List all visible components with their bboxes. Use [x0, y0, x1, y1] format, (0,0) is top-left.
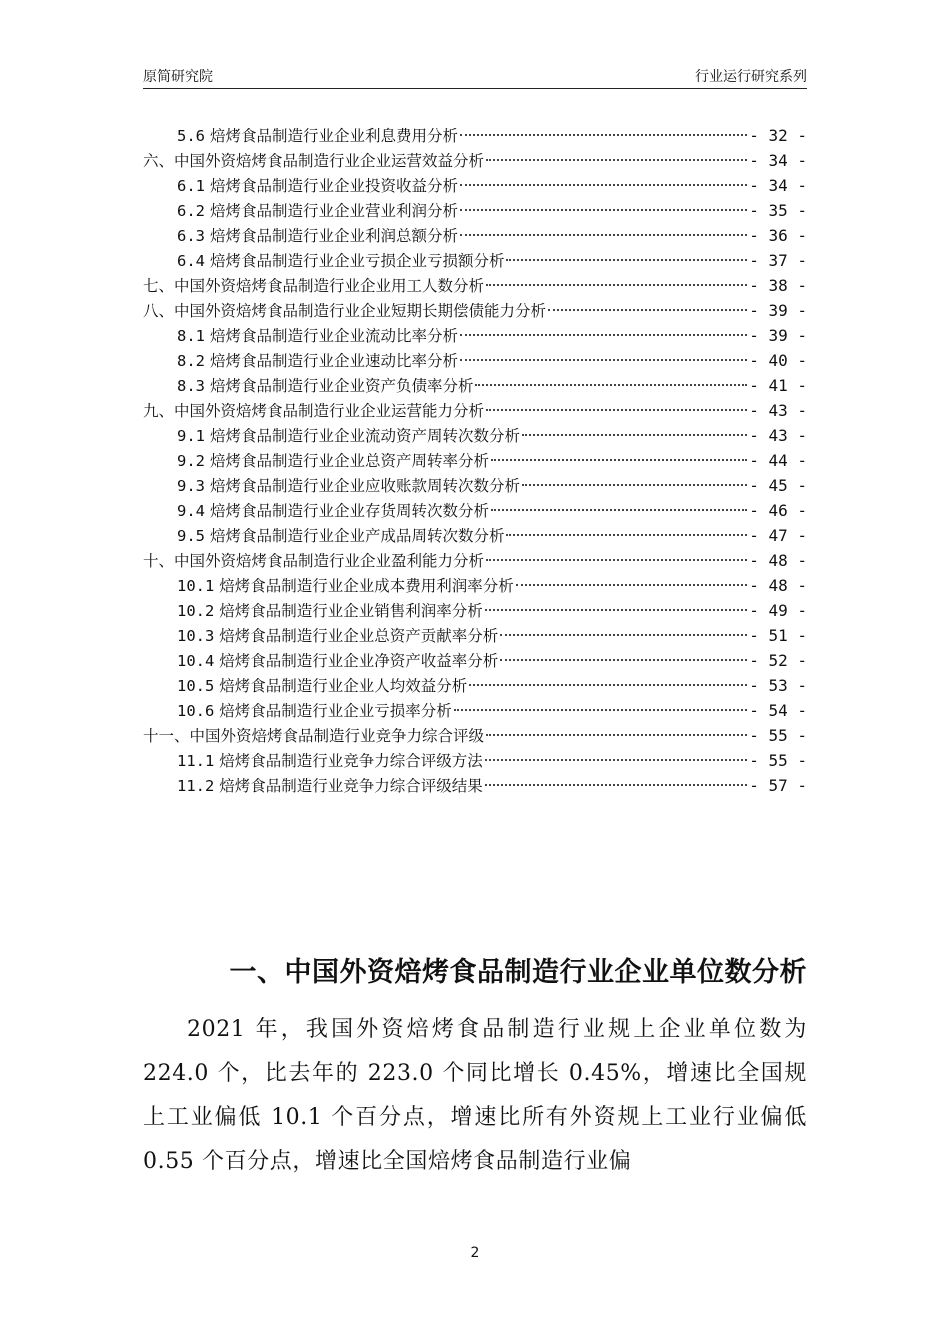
toc-entry-text: 焙烤食品制造行业企业销售利润率分析 — [219, 602, 483, 620]
toc-entry-text: 焙烤食品制造行业企业利息费用分析 — [209, 127, 458, 145]
toc-entry-text: 焙烤食品制造行业企业应收账款周转次数分析 — [209, 477, 520, 495]
toc-entry-text: 焙烤食品制造行业竞争力综合评级结果 — [219, 777, 483, 795]
toc-entry-number: 6.3 — [177, 227, 205, 245]
toc-dot-leader — [486, 559, 747, 561]
toc-entry-page: - 52 - — [749, 651, 807, 670]
toc-entry-page: - 55 - — [749, 751, 807, 770]
toc-entry-title — [177, 474, 520, 499]
toc-entry-page: - 49 - — [749, 601, 807, 620]
toc-dot-leader — [522, 484, 747, 486]
toc-entry-text: 焙烤食品制造行业企业亏损率分析 — [219, 702, 452, 720]
toc-entry[interactable] — [143, 398, 807, 423]
toc-entry-title — [177, 524, 504, 549]
toc-entry[interactable] — [143, 248, 807, 273]
toc-entry-number: 9.5 — [177, 527, 205, 545]
toc-dot-leader — [454, 709, 747, 711]
toc-dot-leader — [460, 134, 747, 136]
toc-entry-text: 焙烤食品制造行业企业流动资产周转次数分析 — [209, 427, 520, 445]
toc-dot-leader — [460, 184, 747, 186]
toc-entry-page: - 36 - — [749, 226, 807, 245]
toc-dot-leader — [491, 459, 747, 461]
toc-entry-text: 焙烤食品制造行业企业存货周转次数分析 — [209, 502, 489, 520]
toc-entry-page: - 39 - — [749, 326, 807, 345]
toc-entry-number: 6.4 — [177, 252, 205, 270]
toc-entry-page: - 37 - — [749, 251, 807, 270]
toc-entry[interactable] — [143, 673, 807, 698]
toc-dot-leader — [500, 659, 747, 661]
toc-entry-text: 焙烤食品制造行业企业营业利润分析 — [209, 202, 458, 220]
toc-entry-text: 焙烤食品制造行业企业投资收益分析 — [209, 177, 458, 195]
toc-entry-text: 焙烤食品制造行业企业速动比率分析 — [209, 352, 458, 370]
toc-dot-leader — [506, 534, 747, 536]
toc-entry-title — [177, 349, 458, 374]
toc-entry[interactable] — [143, 123, 807, 148]
toc-entry-page: - 43 - — [749, 401, 807, 420]
toc-entry-number: 6.2 — [177, 202, 205, 220]
toc-entry[interactable] — [143, 698, 807, 723]
toc-entry-number: 十一、 — [143, 727, 190, 745]
toc-dot-leader — [460, 209, 747, 211]
toc-entry-title — [177, 699, 452, 724]
toc-entry-text: 中国外资焙烤食品制造行业企业盈利能力分析 — [174, 552, 485, 570]
toc-entry[interactable] — [143, 473, 807, 498]
toc-entry-number: 10.4 — [177, 652, 215, 670]
toc-entry-number: 9.3 — [177, 477, 205, 495]
toc-entry-number: 5.6 — [177, 127, 205, 145]
toc-entry-number: 10.2 — [177, 602, 215, 620]
toc-entry-number: 七、 — [143, 277, 175, 295]
toc-entry-number: 9.1 — [177, 427, 205, 445]
toc-entry-number: 9.4 — [177, 502, 205, 520]
toc-entry-number: 10.1 — [177, 577, 215, 595]
toc-entry-title — [177, 374, 473, 399]
toc-entry-page: - 32 - — [749, 126, 807, 145]
toc-entry-text: 焙烤食品制造行业企业亏损企业亏损额分析 — [209, 252, 505, 270]
toc-entry-page: - 45 - — [749, 476, 807, 495]
toc-entry-title — [143, 274, 484, 299]
toc-entry-text: 焙烤食品制造行业企业总资产贡献率分析 — [219, 627, 499, 645]
toc-entry-title — [143, 299, 546, 324]
toc-entry-title — [177, 249, 504, 274]
toc-entry[interactable] — [143, 773, 807, 798]
toc-entry[interactable] — [143, 623, 807, 648]
toc-entry[interactable] — [143, 448, 807, 473]
toc-entry[interactable] — [143, 198, 807, 223]
toc-entry-number: 9.2 — [177, 452, 205, 470]
toc-dot-leader — [485, 759, 747, 761]
toc-dot-leader — [475, 384, 747, 386]
section-heading: 一、中国外资焙烤食品制造行业企业单位数分析 — [229, 957, 807, 988]
toc-entry-page: - 47 - — [749, 526, 807, 545]
toc-entry[interactable] — [143, 148, 807, 173]
toc-entry-text: 焙烤食品制造行业企业资产负债率分析 — [209, 377, 474, 395]
toc-entry-number: 十、 — [143, 552, 175, 570]
toc-entry-page: - 48 - — [749, 576, 807, 595]
toc-entry[interactable] — [143, 523, 807, 548]
toc-entry-number: 10.6 — [177, 702, 215, 720]
toc-entry-text: 焙烤食品制造行业竞争力综合评级方法 — [219, 752, 483, 770]
toc-entry-page: - 44 - — [749, 451, 807, 470]
toc-entry-page: - 41 - — [749, 376, 807, 395]
toc-entry[interactable] — [143, 323, 807, 348]
toc-entry-page: - 46 - — [749, 501, 807, 520]
toc-entry[interactable] — [143, 598, 807, 623]
toc-entry-page: - 34 - — [749, 176, 807, 195]
toc-entry-text: 焙烤食品制造行业企业人均效益分析 — [219, 677, 468, 695]
toc-entry-number: 11.2 — [177, 777, 215, 795]
toc-dot-leader — [460, 234, 747, 236]
toc-dot-leader — [516, 584, 747, 586]
toc-entry-number: 10.3 — [177, 627, 215, 645]
toc-entry-page: - 53 - — [749, 676, 807, 695]
toc-entry-title — [177, 124, 458, 149]
toc-dot-leader — [486, 159, 747, 161]
toc-entry-title — [143, 149, 484, 174]
toc-entry[interactable] — [143, 548, 807, 573]
toc-entry-page: - 35 - — [749, 201, 807, 220]
toc-dot-leader — [491, 509, 747, 511]
toc-entry-title — [177, 424, 520, 449]
toc-entry-text: 中国外资焙烤食品制造行业企业短期长期偿债能力分析 — [174, 302, 547, 320]
toc-dot-leader — [469, 684, 747, 686]
toc-entry[interactable] — [143, 173, 807, 198]
toc-entry-page: - 34 - — [749, 151, 807, 170]
toc-entry-title — [177, 624, 498, 649]
toc-entry[interactable] — [143, 298, 807, 323]
toc-entry-number: 六、 — [143, 152, 175, 170]
toc-dot-leader — [485, 609, 747, 611]
toc-entry-number: 8.1 — [177, 327, 205, 345]
toc-entry-page: - 39 - — [749, 301, 807, 320]
toc-dot-leader — [460, 334, 747, 336]
toc-entry-number: 11.1 — [177, 752, 215, 770]
toc-entry-title — [177, 574, 514, 599]
toc-entry-text: 焙烤食品制造行业企业产成品周转次数分析 — [209, 527, 505, 545]
toc-entry-number: 10.5 — [177, 677, 215, 695]
toc-entry-number: 八、 — [143, 302, 175, 320]
toc-entry[interactable] — [143, 423, 807, 448]
page-number: 2 — [470, 1245, 480, 1261]
toc-dot-leader — [486, 284, 747, 286]
toc-entry-text: 中国外资焙烤食品制造行业竞争力综合评级 — [189, 727, 485, 745]
toc-entry-page: - 48 - — [749, 551, 807, 570]
toc-entry-page: - 38 - — [749, 276, 807, 295]
toc-dot-leader — [486, 734, 747, 736]
toc-dot-leader — [506, 259, 747, 261]
header-series: 行业运行研究系列 — [695, 69, 807, 85]
toc-entry-page: - 40 - — [749, 351, 807, 370]
toc-entry-title — [177, 199, 458, 224]
toc-entry-number: 九、 — [143, 402, 175, 420]
toc-dot-leader — [460, 359, 747, 361]
table-of-contents — [143, 123, 807, 798]
toc-entry-title — [143, 549, 484, 574]
toc-entry-text: 焙烤食品制造行业企业流动比率分析 — [209, 327, 458, 345]
toc-entry-title — [177, 499, 489, 524]
toc-dot-leader — [548, 309, 747, 311]
toc-entry-title — [177, 674, 467, 699]
toc-entry[interactable] — [143, 348, 807, 373]
toc-entry-title — [177, 224, 458, 249]
toc-entry[interactable] — [143, 273, 807, 298]
toc-entry-title — [177, 449, 489, 474]
toc-entry-title — [177, 599, 483, 624]
toc-entry-page: - 51 - — [749, 626, 807, 645]
toc-entry-number: 8.3 — [177, 377, 205, 395]
toc-entry-text: 焙烤食品制造行业企业成本费用利润率分析 — [219, 577, 514, 595]
toc-entry-title — [177, 749, 483, 774]
toc-entry[interactable] — [143, 748, 807, 773]
toc-entry-title — [177, 324, 458, 349]
toc-entry-title — [177, 649, 498, 674]
toc-entry-number: 8.2 — [177, 352, 205, 370]
toc-entry-page: - 57 - — [749, 776, 807, 795]
page-header — [143, 62, 807, 89]
toc-entry[interactable] — [143, 498, 807, 523]
header-publisher: 原简研究院 — [143, 69, 213, 85]
toc-entry-text: 焙烤食品制造行业企业总资产周转率分析 — [209, 452, 489, 470]
toc-entry-text: 中国外资焙烤食品制造行业企业运营效益分析 — [174, 152, 485, 170]
toc-entry-text: 焙烤食品制造行业企业利润总额分析 — [209, 227, 458, 245]
toc-dot-leader — [522, 434, 747, 436]
toc-entry[interactable] — [143, 573, 807, 598]
toc-entry-number: 6.1 — [177, 177, 205, 195]
toc-entry-text: 中国外资焙烤食品制造行业企业用工人数分析 — [174, 277, 485, 295]
toc-entry[interactable] — [143, 648, 807, 673]
toc-entry-title — [177, 774, 483, 799]
toc-entry-page: - 54 - — [749, 701, 807, 720]
toc-entry-title — [177, 174, 458, 199]
toc-dot-leader — [500, 634, 747, 636]
toc-entry[interactable] — [143, 373, 807, 398]
toc-entry-text: 焙烤食品制造行业企业净资产收益率分析 — [219, 652, 499, 670]
toc-entry-text: 中国外资焙烤食品制造行业企业运营能力分析 — [174, 402, 485, 420]
toc-dot-leader — [485, 784, 747, 786]
toc-entry[interactable] — [143, 723, 807, 748]
toc-entry[interactable] — [143, 223, 807, 248]
toc-entry-title — [143, 399, 484, 424]
toc-entry-page: - 43 - — [749, 426, 807, 445]
toc-dot-leader — [486, 409, 747, 411]
toc-entry-page: - 55 - — [749, 726, 807, 745]
toc-entry-title — [143, 724, 484, 749]
body-paragraph: 2021 年，我国外资焙烤食品制造行业规上企业单位数为 224.0 个，比去年的 223.0 个同比增长 0.45%，增速比全国规上工业偏低 10.1 个百分点，增速比所有外资规上工业行业偏低 0.55 个百分点，增速比全国焙烤食品制造行业偏 — [143, 1017, 807, 1174]
